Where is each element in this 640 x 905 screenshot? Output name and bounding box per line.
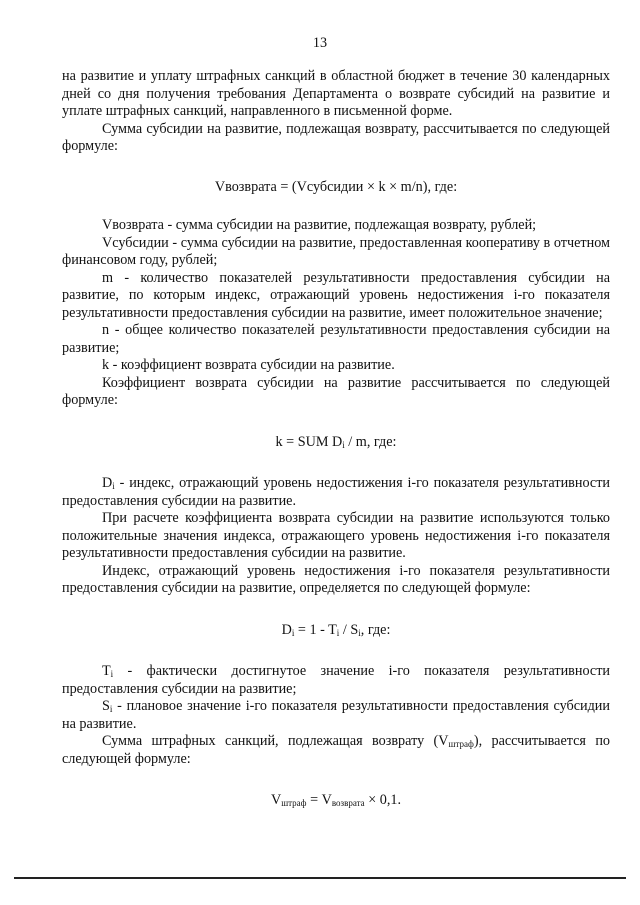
- paragraph-refund-deadline: на развитие и уплату штрафных санкций в областной бюджет в течение 30 календарных дней со дня получения требования Департамента о возврате субсидий на развитие и уплате штрафных санкций, направленного в письменной форме.: [62, 68, 610, 119]
- formula-refund-amount: Vвозврата = (Vсубсидии × k × m/n), где:: [214, 178, 458, 195]
- definition-v-subsidy: Vсубсидии - сумма субсидии на развитие, предоставленная кооперативу в отчетном финансовом году, рублей;: [62, 234, 610, 268]
- definition-s: $S_i$ - плановое значение i-го показателя результативности предоставления субсидии на развитие.: [62, 698, 610, 732]
- definition-k: k - коэффициент возврата субсидии на развитие.: [102, 357, 395, 373]
- paragraph-coefficient-intro: Коэффициент возврата субсидии на развитие рассчитывается по следующей формуле:: [62, 374, 610, 408]
- page-number: 13: [312, 35, 328, 51]
- definition-v-refund: Vвозврата - сумма субсидии на развитие, подлежащая возврату, рублей;: [102, 217, 537, 233]
- paragraph-positive-values: При расчете коэффициента возврата субсидии на развитие используются только положительные значения индекса, отражающего уровень недостижения i-го показателя результативности предоставления субсидии на развитие.: [62, 510, 610, 561]
- paragraph-subsidy-amount-intro: Сумма субсидии на развитие, подлежащая возврату, рассчитывается по следующей формуле:: [62, 120, 610, 154]
- paragraph-penalty-intro: Сумма штрафных санкций, подлежащая возврату $(V_{штраф})$, рассчитывается по следующей формуле:: [62, 733, 611, 767]
- paragraph-index-intro: Индекс, отражающий уровень недостижения i-го показателя результативности предоставления субсидии на развитие, определяется по следующей формуле:: [62, 562, 610, 596]
- definition-d: $D_i$ - индекс, отражающий уровень недостижения i-го показателя результативности предоставления субсидии на развитие.: [62, 475, 610, 509]
- footer-rule: [14, 877, 626, 879]
- definition-m: m - количество показателей результативности предоставления субсидии на развитие, по которым индекс, отражающий уровень недостижения i-го показателя результативности предоставления субсидии на развитие, имеет положительное значение;: [62, 269, 610, 321]
- formula-penalty: $V_{штраф} = V_{возврата} \times 0,1$.: [270, 792, 402, 808]
- definition-t: $T_i$ - фактически достигнутое значение i-го показателя результативности предоставления субсидии на развитие;: [62, 663, 610, 697]
- definition-n: n - общее количество показателей результативности предоставления субсидии на развитие;: [62, 322, 610, 356]
- formula-index: $D_i = 1 - T_i / S_i$, где:: [281, 621, 391, 638]
- document-body: [62, 68, 610, 810]
- formula-coefficient: k = SUM $D_i$ / m, где:: [275, 433, 397, 450]
